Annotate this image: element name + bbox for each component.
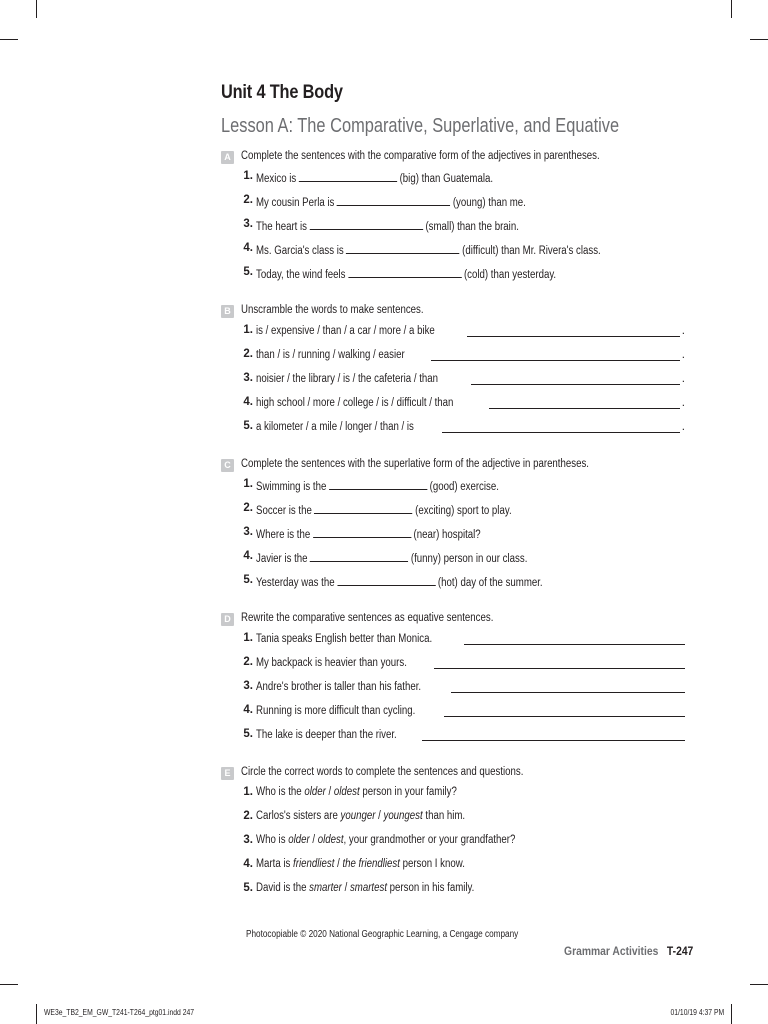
word-option[interactable]: friendliest [293, 858, 335, 870]
option-separator: / [334, 858, 343, 870]
exercise-item [221, 628, 691, 652]
item-text: Swimming is the [256, 481, 327, 493]
exercise-item [221, 166, 691, 190]
crop-mark [36, 0, 37, 18]
period: . [681, 325, 685, 337]
word-option[interactable]: smarter [309, 882, 342, 894]
item-number: 1. [243, 478, 253, 490]
answer-blank[interactable] [329, 478, 427, 490]
section-instruction [221, 150, 691, 166]
item-number: 2. [243, 348, 253, 360]
item-text: person in your family? [359, 786, 457, 798]
word-option[interactable]: older [288, 834, 310, 846]
answer-line[interactable] [471, 372, 680, 385]
period: . [681, 397, 685, 409]
exercise-item [221, 344, 691, 368]
item-text: person in his family. [387, 882, 475, 894]
item-number: 5. [243, 882, 253, 894]
item-number: 1. [243, 170, 253, 182]
exercise-item [221, 806, 691, 830]
item-text: (funny) person in our class. [410, 553, 528, 565]
answer-blank[interactable] [299, 170, 397, 182]
item-text: (young) than me. [452, 197, 526, 209]
item-text: (difficult) than Mr. Rivera's class. [462, 245, 601, 257]
word-option[interactable]: oldest [317, 834, 344, 846]
item-number: 2. [243, 502, 253, 514]
exercise-item [221, 700, 691, 724]
item-text: than him. [422, 810, 466, 822]
item-text: than / is / running / walking / easier [256, 349, 405, 361]
item-text: Andre's brother is taller than his father. [256, 681, 422, 693]
exercise-item [221, 854, 691, 878]
item-number: 3. [243, 680, 253, 692]
item-number: 1. [243, 632, 253, 644]
word-option[interactable]: oldest [333, 786, 360, 798]
item-number: 2. [243, 194, 253, 206]
word-option[interactable]: older [304, 786, 326, 798]
exercise-item [221, 782, 691, 806]
exercise-item [221, 262, 691, 286]
item-text: person I know. [399, 858, 465, 870]
item-number: 4. [243, 396, 253, 408]
answer-blank[interactable] [313, 526, 411, 538]
item-text: Javier is the [256, 553, 308, 565]
section-letter-badge: B [221, 305, 234, 318]
period: . [681, 349, 685, 361]
item-number: 4. [243, 858, 253, 870]
instruction-text: Unscramble the words to make sentences. [241, 304, 424, 316]
item-number: 1. [243, 324, 253, 336]
item-text: Ms. Garcia's class is [256, 245, 344, 257]
answer-blank[interactable] [348, 266, 461, 278]
section-b [221, 304, 691, 440]
answer-line[interactable] [431, 348, 680, 361]
item-text: (near) hospital? [413, 529, 481, 541]
item-text: (good) exercise. [429, 481, 499, 493]
answer-line[interactable] [464, 632, 685, 645]
item-text: Yesterday was the [256, 577, 335, 589]
answer-line[interactable] [489, 396, 680, 409]
item-number: 1. [243, 786, 253, 798]
exercise-item [221, 392, 691, 416]
item-text: Where is the [256, 529, 311, 541]
section-name: Grammar Activities [563, 944, 659, 958]
item-number: 3. [243, 218, 253, 230]
page-footer [564, 944, 693, 958]
option-separator: / [341, 882, 350, 894]
answer-line[interactable] [422, 728, 686, 741]
exercise-item [221, 546, 691, 570]
crop-mark [750, 39, 768, 40]
item-text: Tania speaks English better than Monica. [256, 633, 433, 645]
exercise-item [221, 474, 691, 498]
exercise-item [221, 676, 691, 700]
item-text: The heart is [256, 221, 308, 233]
item-number: 4. [243, 242, 253, 254]
section-letter-badge: A [221, 151, 234, 164]
item-text: David is the [256, 882, 310, 894]
exercise-item [221, 238, 691, 262]
item-text: , your grandmother or your grandfather? [343, 834, 516, 846]
crop-mark [731, 1004, 732, 1024]
item-text: Soccer is the [256, 505, 312, 517]
answer-line[interactable] [467, 324, 680, 337]
item-text: Who is the [256, 786, 305, 798]
period: . [681, 373, 685, 385]
exercise-item [221, 830, 691, 854]
item-number: 2. [243, 810, 253, 822]
item-number: 2. [243, 656, 253, 668]
print-date: 01/10/19 4:37 PM [670, 1008, 724, 1017]
section-a [221, 150, 691, 286]
copyright-notice: Photocopiable © 2020 National Geographic Learning, a Cengage company [246, 929, 519, 940]
section-instruction [221, 304, 691, 320]
instruction-text: Complete the sentences with the comparative form of the adjectives in parentheses. [241, 150, 600, 162]
exercise-item [221, 724, 691, 748]
item-text: Today, the wind feels [256, 269, 346, 281]
crop-mark [731, 0, 732, 18]
item-text: Who is [256, 834, 289, 846]
unit-title: Unit 4 The Body [221, 82, 343, 103]
word-option[interactable]: younger [340, 810, 376, 822]
exercise-item [221, 190, 691, 214]
crop-mark [0, 39, 18, 40]
item-text: The lake is deeper than the river. [256, 729, 397, 741]
word-option[interactable]: smartest [349, 882, 388, 894]
item-text: Running is more difficult than cycling. [256, 705, 416, 717]
section-e [221, 766, 691, 902]
item-number: 5. [243, 266, 253, 278]
word-option[interactable]: youngest [383, 810, 423, 822]
page-number: T-247 [666, 944, 693, 958]
exercise-item [221, 652, 691, 676]
word-option[interactable]: the friendliest [342, 858, 400, 870]
item-text: noisier / the library / is / the cafeteria / than [256, 373, 439, 385]
section-instruction [221, 612, 691, 628]
instruction-text: Circle the correct words to complete the sentences and questions. [241, 766, 524, 778]
answer-blank[interactable] [310, 550, 408, 562]
answer-line[interactable] [444, 704, 685, 717]
item-number: 5. [243, 728, 253, 740]
option-separator: / [325, 786, 334, 798]
item-number: 5. [243, 574, 253, 586]
item-number: 3. [243, 372, 253, 384]
answer-blank[interactable] [314, 502, 412, 514]
item-text: high school / more / college / is / difficult / than [256, 397, 454, 409]
item-text: My cousin Perla is [256, 197, 335, 209]
crop-mark [0, 984, 18, 985]
exercise-item [221, 320, 691, 344]
answer-blank[interactable] [310, 218, 423, 230]
answer-blank[interactable] [337, 574, 435, 586]
exercise-item [221, 522, 691, 546]
item-text: (exciting) sport to play. [415, 505, 512, 517]
item-text: Marta is [256, 858, 294, 870]
item-text: a kilometer / a mile / longer / than / is [256, 421, 414, 433]
item-text: (cold) than yesterday. [463, 269, 557, 281]
crop-mark [36, 1004, 37, 1024]
lesson-title: Lesson A: The Comparative, Superlative, and Equative [221, 115, 620, 137]
exercise-item [221, 416, 691, 440]
answer-line[interactable] [434, 656, 685, 669]
item-text: is / expensive / than / a car / more / a bike [256, 325, 435, 337]
section-d [221, 612, 691, 748]
exercise-item [221, 368, 691, 392]
section-instruction [221, 766, 691, 782]
exercise-item [221, 498, 691, 522]
option-separator: / [309, 834, 318, 846]
section-c [221, 458, 691, 594]
answer-line[interactable] [442, 420, 680, 433]
item-text: Carlos's sisters are [256, 810, 341, 822]
item-text: Mexico is [256, 173, 297, 185]
exercise-item [221, 214, 691, 238]
instruction-text: Rewrite the comparative sentences as equative sentences. [241, 612, 494, 624]
instruction-text: Complete the sentences with the superlative form of the adjective in parentheses. [241, 458, 589, 470]
answer-blank[interactable] [337, 194, 450, 206]
item-text: My backpack is heavier than yours. [256, 657, 407, 669]
section-instruction [221, 458, 691, 474]
exercise-item [221, 570, 691, 594]
item-text: (small) than the brain. [425, 221, 519, 233]
item-text: (big) than Guatemala. [399, 173, 494, 185]
period: . [681, 421, 685, 433]
item-number: 5. [243, 420, 253, 432]
section-letter-badge: E [221, 767, 234, 780]
crop-mark [750, 984, 768, 985]
item-text: (hot) day of the summer. [437, 577, 543, 589]
item-number: 3. [243, 834, 253, 846]
item-number: 3. [243, 526, 253, 538]
section-letter-badge: C [221, 459, 234, 472]
exercise-item [221, 878, 691, 902]
option-separator: / [375, 810, 384, 822]
answer-line[interactable] [451, 680, 685, 693]
answer-blank[interactable] [346, 242, 459, 254]
item-number: 4. [243, 704, 253, 716]
item-number: 4. [243, 550, 253, 562]
file-slug: WE3e_TB2_EM_GW_T241-T264_ptg01.indd 247 [44, 1008, 195, 1017]
section-letter-badge: D [221, 613, 234, 626]
